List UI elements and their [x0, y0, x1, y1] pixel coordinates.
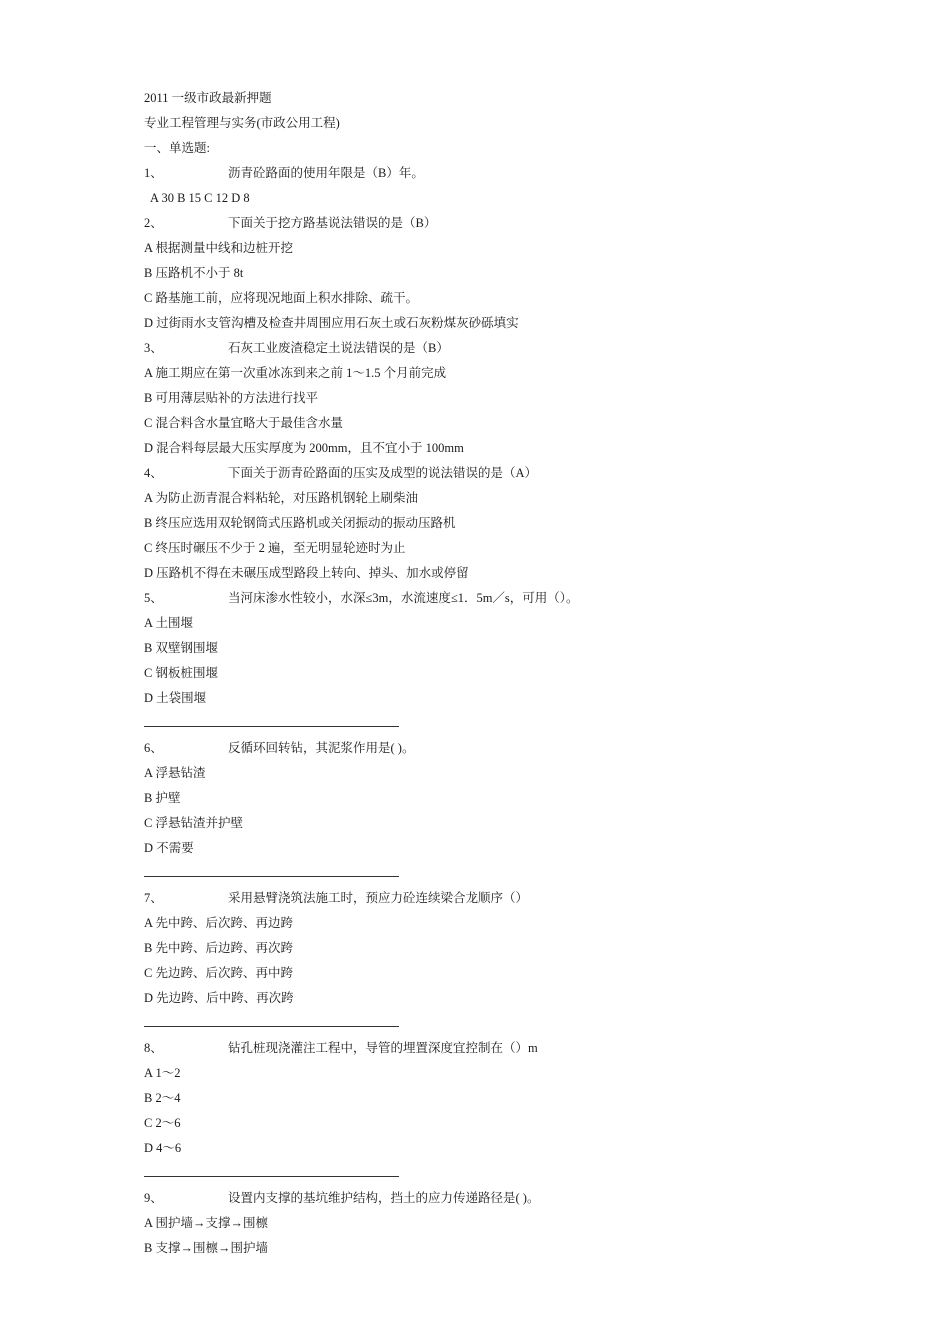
option-a: A 根据测量中线和边桩开挖 [144, 241, 293, 255]
option-b: B 2～4 [144, 1091, 181, 1105]
option-c: C 2～6 [144, 1116, 181, 1130]
option-c: C 终压时碾压不少于 2 遍，至无明显轮迹时为止 [144, 541, 406, 555]
question-number: 9、 [144, 1191, 163, 1205]
option-b: B 压路机不小于 8t [144, 266, 244, 280]
doc-title: 2011 一级市政最新押题 [144, 91, 272, 105]
question-number: 3、 [144, 341, 163, 355]
option-a: A 为防止沥青混合料粘轮，对压路机钢轮上刷柴油 [144, 491, 418, 505]
option-a: A 施工期应在第一次重冰冻到来之前 1～1.5 个月前完成 [144, 366, 447, 380]
separator-line [144, 1011, 864, 1036]
option-c: C 混合料含水量宜略大于最佳含水量 [144, 416, 343, 430]
option-b: B 双壁钢围堰 [144, 641, 218, 655]
question-text: 钻孔桩现浇灌注工程中，导管的埋置深度宜控制在（）m [228, 1041, 538, 1055]
question-text: 下面关于挖方路基说法错误的是（B） [228, 216, 437, 230]
option-d: D 4～6 [144, 1141, 182, 1155]
option-d: D 混合料每层最大压实厚度为 200mm，且不宜小于 100mm [144, 441, 464, 455]
option-a: A 围护墙→支撑→围檩 [144, 1216, 268, 1230]
option-c: C 钢板桩围堰 [144, 666, 218, 680]
separator-line [144, 861, 864, 886]
question-number: 5、 [144, 591, 163, 605]
option-b: B 护壁 [144, 791, 181, 805]
question-5 [144, 586, 864, 611]
question-number: 4、 [144, 466, 163, 480]
option-a: A 1～2 [144, 1066, 181, 1080]
option-b: B 终压应选用双轮钢筒式压路机或关闭振动的振动压路机 [144, 516, 456, 530]
question-1-options: A 30 B 15 C 12 D 8 [150, 191, 250, 205]
question-number: 1、 [144, 166, 163, 180]
option-c: C 路基施工前，应将现况地面上积水排除、疏干。 [144, 291, 418, 305]
question-number: 7、 [144, 891, 163, 905]
question-text: 反循环回转钻，其泥浆作用是( )。 [228, 741, 415, 755]
document-page [144, 86, 864, 1261]
question-1 [144, 161, 864, 186]
question-9 [144, 1186, 864, 1211]
question-text: 沥青砼路面的使用年限是（B）年。 [228, 166, 424, 180]
option-b: B 可用薄层贴补的方法进行找平 [144, 391, 318, 405]
option-a: A 浮悬钻渣 [144, 766, 206, 780]
question-3 [144, 336, 864, 361]
question-number: 2、 [144, 216, 163, 230]
question-text: 当河床渗水性较小，水深≤3m，水流速度≤1．5m／s，可用（）。 [228, 591, 579, 605]
option-d: D 过街雨水支管沟槽及检查井周围应用石灰土或石灰粉煤灰砂砾填实 [144, 316, 519, 330]
question-text: 采用悬臂浇筑法施工时，预应力砼连续梁合龙顺序（） [228, 891, 529, 905]
option-b: B 先中跨、后边跨、再次跨 [144, 941, 293, 955]
option-d: D 先边跨、后中跨、再次跨 [144, 991, 294, 1005]
question-number: 8、 [144, 1041, 163, 1055]
question-number: 6、 [144, 741, 163, 755]
option-c: C 浮悬钻渣并护壁 [144, 816, 243, 830]
question-text: 石灰工业废渣稳定土说法错误的是（B） [228, 341, 449, 355]
section-heading: 一、单选题: [144, 141, 210, 155]
question-8 [144, 1036, 864, 1061]
option-b: B 支撑→围檩→围护墙 [144, 1241, 268, 1255]
separator-line [144, 711, 864, 736]
option-d: D 不需要 [144, 841, 194, 855]
option-a: A 先中跨、后次跨、再边跨 [144, 916, 293, 930]
question-text: 设置内支撑的基坑维护结构，挡土的应力传递路径是( )。 [228, 1191, 540, 1205]
question-6 [144, 736, 864, 761]
separator-line [144, 1161, 864, 1186]
question-7 [144, 886, 864, 911]
question-4 [144, 461, 864, 486]
doc-subtitle: 专业工程管理与实务(市政公用工程) [144, 116, 340, 130]
option-a: A 土围堰 [144, 616, 193, 630]
option-d: D 土袋围堰 [144, 691, 207, 705]
question-text: 下面关于沥青砼路面的压实及成型的说法错误的是（A） [228, 466, 538, 480]
option-c: C 先边跨、后次跨、再中跨 [144, 966, 293, 980]
option-d: D 压路机不得在未碾压成型路段上转向、掉头、加水或停留 [144, 566, 469, 580]
question-2 [144, 211, 864, 236]
